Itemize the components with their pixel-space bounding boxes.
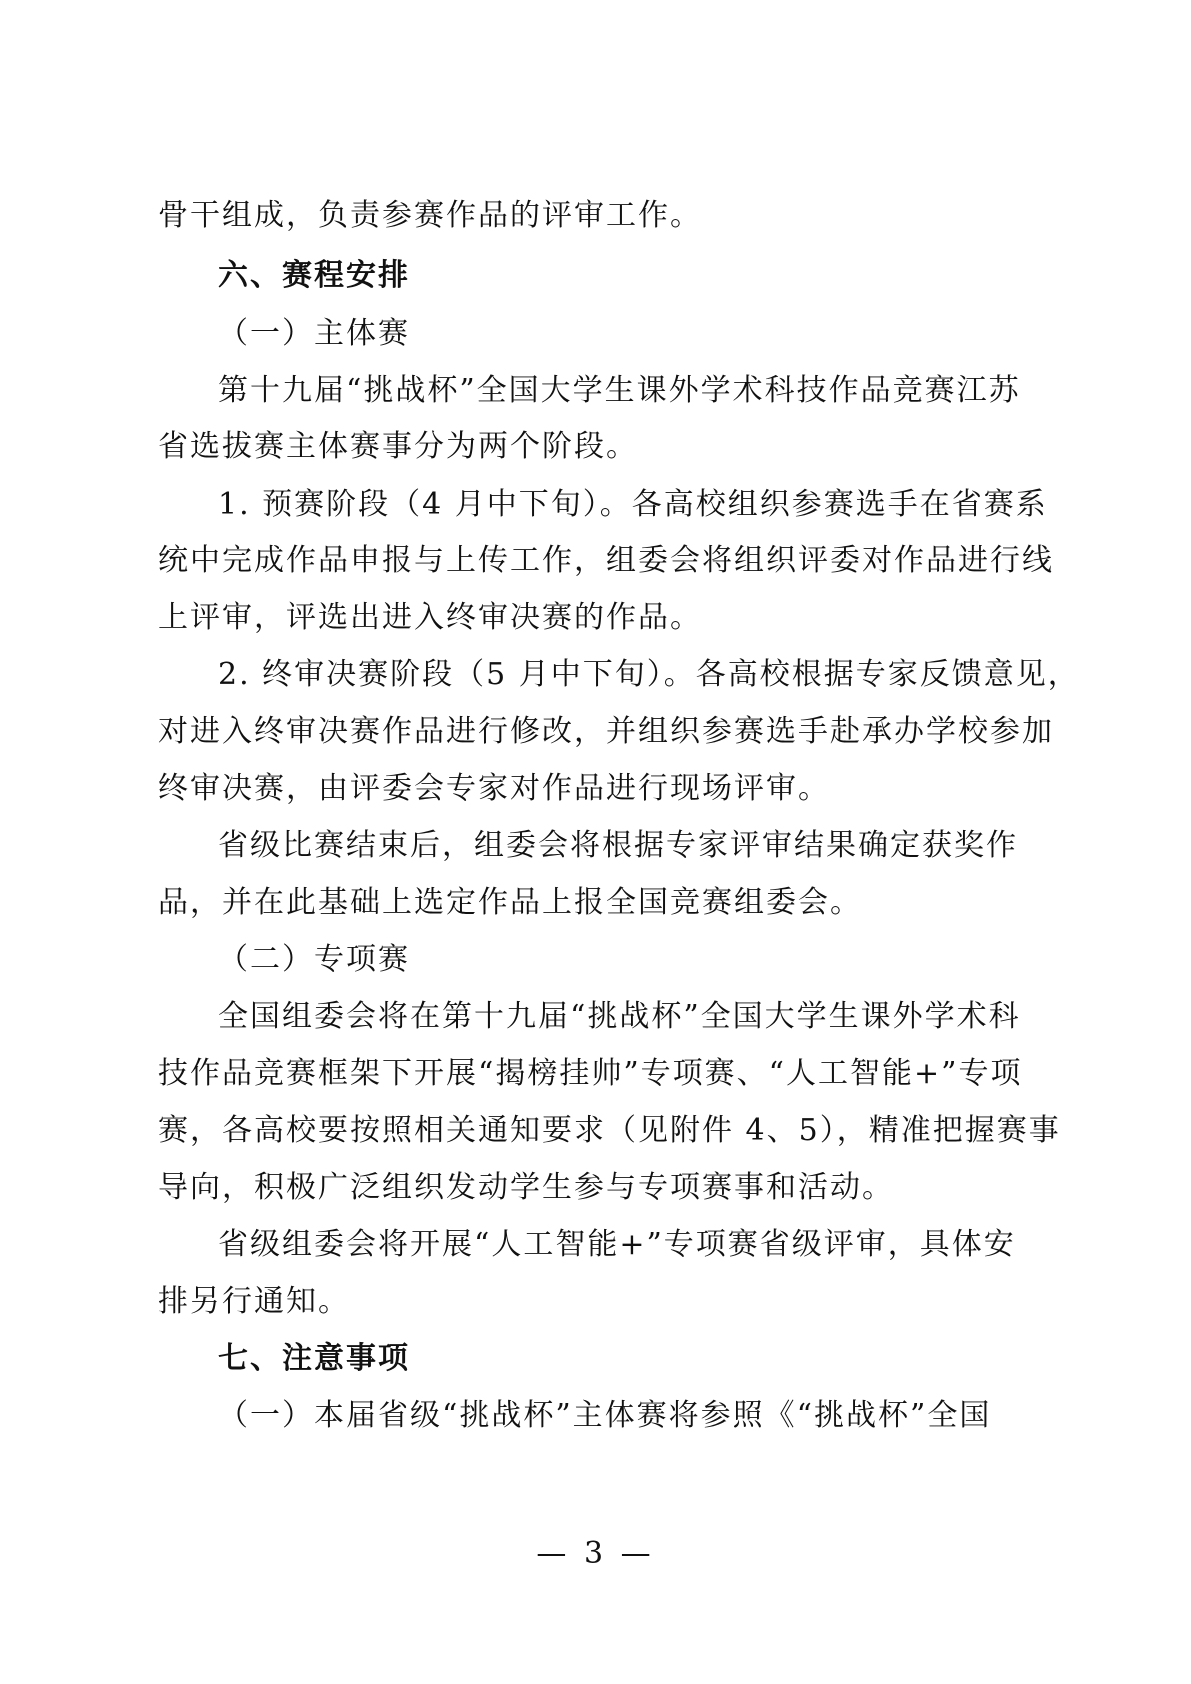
body-text-line: 品，并在此基础上选定作品上报全国竞赛组委会。 [158,885,862,920]
body-text-line: 导向，积极广泛组织发动学生参与专项赛事和活动。 [158,1170,894,1205]
body-text-line: 第十九届“挑战杯”全国大学生课外学术科技作品竞赛江苏 [218,373,1021,408]
body-text-line: 上评审，评选出进入终审决赛的作品。 [158,600,702,635]
body-text-line: 赛，各高校要按照相关通知要求（见附件 4、5），精准把握赛事 [158,1113,1061,1148]
body-text-line: 技作品竞赛框架下开展“揭榜挂帅”专项赛、“人工智能+”专项 [158,1056,1023,1091]
body-text-line: 2. 终审决赛阶段（5 月中下旬）。各高校根据专家反馈意见， [218,657,1080,692]
body-text-line: 省级组委会将开展“人工智能+”专项赛省级评审，具体安 [218,1227,1016,1262]
body-text-line: 省级比赛结束后，组委会将根据专家评审结果确定获奖作 [218,828,1018,863]
body-text-line: 排另行通知。 [158,1284,350,1319]
body-text-line: 统中完成作品申报与上传工作，组委会将组织评委对作品进行线 [158,543,1054,578]
body-text-line: 对进入终审决赛作品进行修改，并组织参赛选手赴承办学校参加 [158,714,1054,749]
subsection-heading: （一）主体赛 [218,316,410,351]
section-heading: 七、注意事项 [218,1341,410,1376]
body-text-line: 全国组委会将在第十九届“挑战杯”全国大学生课外学术科 [218,999,1021,1034]
subsection-heading: （二）专项赛 [218,942,410,977]
body-text-line: 省选拔赛主体赛事分为两个阶段。 [158,429,638,464]
body-text-line: 终审决赛，由评委会专家对作品进行现场评审。 [158,771,830,806]
body-text-line: （一）本届省级“挑战杯”主体赛将参照《“挑战杯”全国 [218,1398,992,1433]
body-text-line: 骨干组成，负责参赛作品的评审工作。 [158,198,702,233]
section-heading: 六、赛程安排 [218,258,410,293]
body-text-line: 1. 预赛阶段（4 月中下旬）。各高校组织参赛选手在省赛系 [218,487,1048,522]
page-number: — 3 — [536,1536,655,1571]
